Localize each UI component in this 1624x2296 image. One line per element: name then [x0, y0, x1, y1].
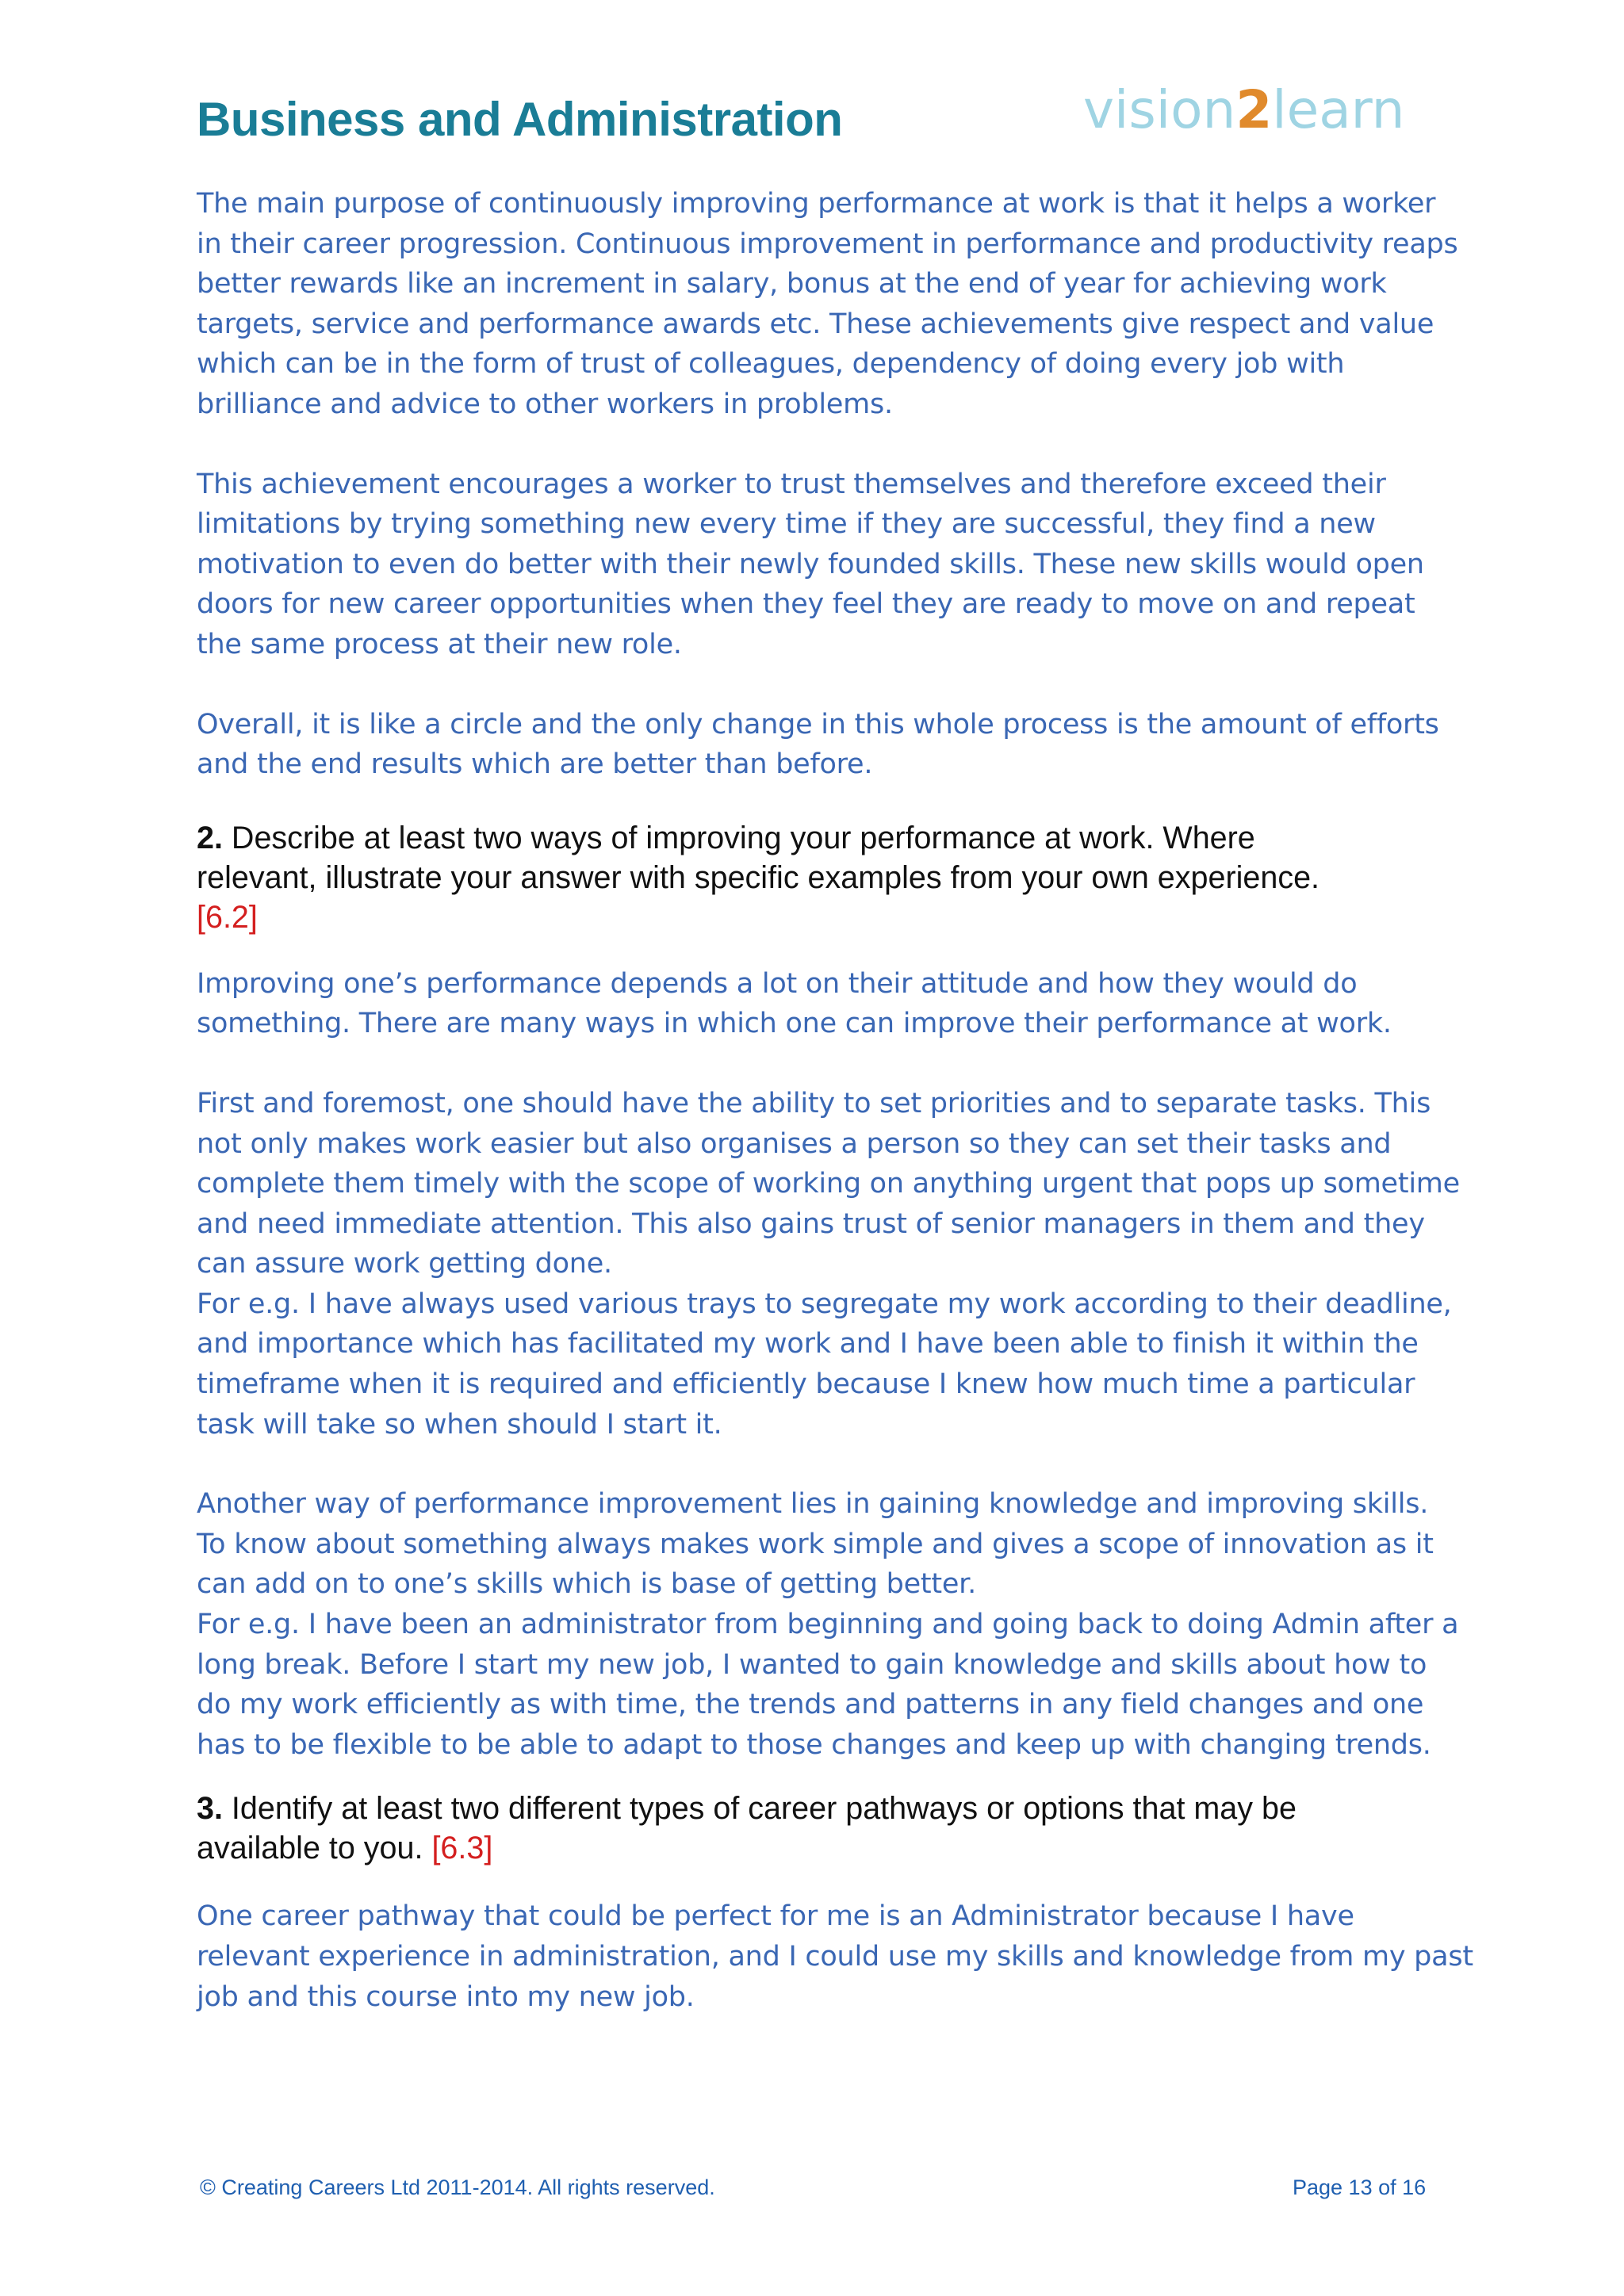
logo-text-learn: learn	[1272, 79, 1405, 140]
text-line: complete them timely with the scope of working on anything urgent that pops up sometime	[197, 1168, 1460, 1200]
question-text: Describe at least two ways of improving your performance at work. Where	[222, 820, 1255, 855]
footer-page-number: Page 13 of 16	[1293, 2175, 1427, 2199]
text-line: long break. Before I start my new job, I wanted to gain knowledge and skills about how to	[197, 1648, 1427, 1681]
text-line: can add on to one’s skills which is base of getting better.	[197, 1568, 976, 1601]
text-line: limitations by trying something new every time if they are successful, they find a new	[197, 508, 1376, 541]
answer-paragraph-4	[197, 964, 1434, 1044]
text-line: doors for new career opportunities when they feel they are ready to move on and repeat	[197, 588, 1415, 621]
text-line: in their career progression. Continuous improvement in performance and productivity reaps	[197, 228, 1458, 260]
question-text: relevant, illustrate your answer with specific examples from your own experience.	[197, 859, 1320, 895]
text-line: First and foremost, one should have the ability to set priorities and to separate tasks. This	[197, 1087, 1431, 1119]
text-line: relevant experience in administration, and I could use my skills and knowledge from my past	[197, 1941, 1473, 1973]
text-line: and need immediate attention. This also gains trust of senior managers in them and they	[197, 1207, 1425, 1240]
text-line: This achievement encourages a worker to trust themselves and therefore exceed their	[197, 468, 1386, 500]
text-line: To know about something always makes work simple and gives a scope of innovation as it	[197, 1528, 1434, 1560]
text-line: For e.g. I have always used various trays to segregate my work according to their deadline,	[197, 1288, 1452, 1320]
text-line: the same process at their new role.	[197, 628, 682, 660]
page-title: Business and Administration	[197, 93, 843, 146]
text-line: One career pathway that could be perfect for me is an Administrator because I have	[197, 1900, 1354, 1933]
text-line: For e.g. I have been an administrator from beginning and going back to doing Admin after a	[197, 1609, 1459, 1641]
question-2	[197, 818, 1434, 937]
question-text: Identify at least two different types of career pathways or options that may be	[222, 1791, 1297, 1827]
question-3	[197, 1789, 1434, 1868]
text-line: brilliance and advice to other workers in problems.	[197, 388, 893, 420]
text-line: and the end results which are better than before.	[197, 748, 873, 781]
answer-paragraph-5	[197, 1084, 1460, 1445]
text-line: do my work efficiently as with time, the trends and patterns in any field changes and one	[197, 1689, 1424, 1721]
text-line: better rewards like an increment in salary, bonus at the end of year for achieving work	[197, 268, 1387, 300]
answer-paragraph-6	[197, 1484, 1459, 1765]
footer-copyright: © Creating Careers Ltd 2011-2014. All rights reserved.	[200, 2175, 715, 2199]
question-number: 2.	[197, 820, 223, 855]
text-line: timeframe when it is required and efficiently because I knew how much time a particular	[197, 1368, 1415, 1401]
text-line: Another way of performance improvement lies in gaining knowledge and improving skills.	[197, 1488, 1429, 1521]
text-line: The main purpose of continuously improving performance at work is that it helps a worker	[197, 188, 1436, 220]
text-line: targets, service and performance awards etc. These achievements give respect and value	[197, 308, 1434, 340]
vision2learn-logo	[1083, 79, 1404, 140]
text-line: and importance which has facilitated my work and I have been able to finish it within the	[197, 1328, 1419, 1360]
text-line: not only makes work easier but also organises a person so they can set their tasks and	[197, 1127, 1392, 1160]
answer-paragraph-1	[197, 184, 1458, 425]
text-line: job and this course into my new job.	[197, 1980, 695, 2013]
text-line: something. There are many ways in which one can improve their performance at work.	[197, 1008, 1392, 1040]
logo-text-2: 2	[1235, 79, 1273, 140]
question-text: available to you.	[197, 1831, 432, 1866]
text-line: task will take so when should I start it.	[197, 1408, 722, 1441]
criteria-reference: [6.3]	[431, 1831, 493, 1866]
criteria-reference: [6.2]	[197, 899, 258, 935]
text-line: has to be flexible to be able to adapt to those changes and keep up with changing trends.	[197, 1728, 1431, 1761]
question-number: 3.	[197, 1791, 223, 1827]
answer-paragraph-7	[197, 1896, 1473, 2017]
answer-paragraph-3	[197, 705, 1439, 785]
text-line: which can be in the form of trust of colleagues, dependency of doing every job with	[197, 348, 1345, 381]
text-line: can assure work getting done.	[197, 1248, 612, 1280]
answer-paragraph-2	[197, 465, 1434, 665]
text-line: motivation to even do better with their newly founded skills. These new skills would open	[197, 548, 1424, 580]
text-line: Overall, it is like a circle and the only change in this whole process is the amount of efforts	[197, 708, 1439, 740]
text-line: Improving one’s performance depends a lot on their attitude and how they would do	[197, 967, 1358, 1000]
document-body	[197, 184, 1473, 2017]
logo-text-vision: vision	[1083, 79, 1236, 140]
